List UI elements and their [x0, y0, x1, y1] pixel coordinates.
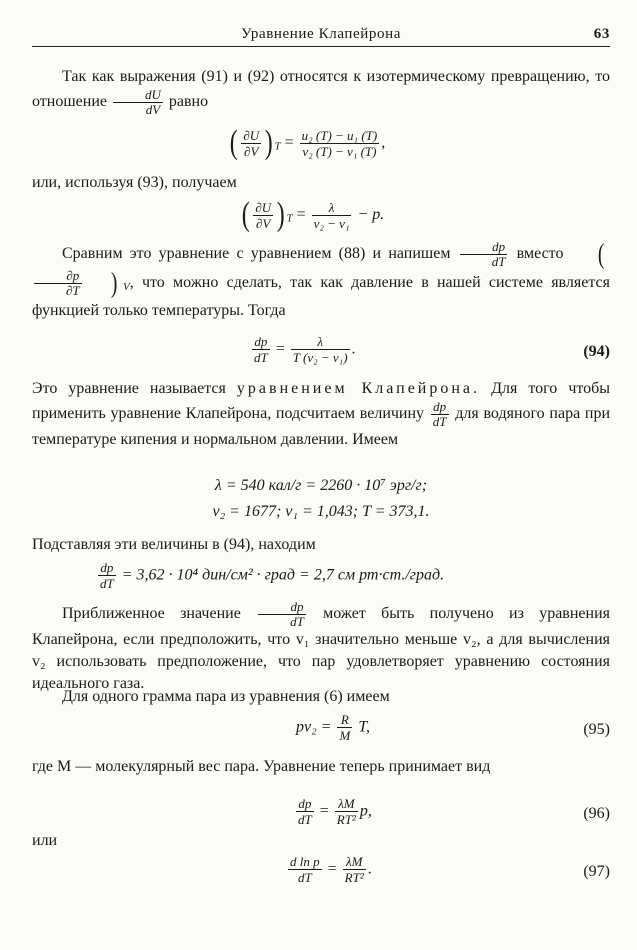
paragraph-1-text-b: равно	[168, 93, 209, 111]
eq1-rhs-fraction: $\frac{\text{u₂ (T) − u₁ (T)}}{\text{v₂ (T) − v₁ (T)}}$	[301, 127, 378, 159]
paragraph-8: где M — молекулярный вес пара. Уравнение теперь принимает вид	[32, 758, 491, 775]
running-header	[32, 24, 610, 47]
eq7-lhs-fraction: $\frac{dp}{dT}$	[298, 796, 312, 827]
paragraph-2: или, используя (93), получаем	[32, 174, 237, 191]
eq5-lhs-fraction: $\frac{dp}{dT}$	[100, 560, 114, 591]
term-clapeyron-equation: уравнением Клапейрона.	[236, 380, 481, 397]
equation-94: $\frac{dp}{dT}$ = $\frac{\lambda}{\text{T (v₂ − v₁)}}$ . (94)	[254, 334, 610, 365]
eq3-rhs-fraction: $\frac{\lambda}{\text{T (v₂ − v₁)}}$	[292, 334, 348, 365]
equation-number-96: (96)	[583, 805, 610, 822]
equation-95: pv₂ = $\frac{R}{M}$ T, (95)	[296, 712, 610, 743]
values-line-2: v₂ = 1677; v₁ = 1,043; T = 373,1.	[212, 503, 430, 520]
eq7-rhs-fraction: $\frac{\lambda M}{\text{RT²}}$	[336, 796, 356, 827]
paragraph-1-text-a: Так как выражения (91) и (92) относятся к изотермическому превращению, то отношение	[32, 68, 610, 111]
paragraph-3: Сравним это уравнение с уравнением (88) и напишем $\frac{dp}{dT}$ вместо ( $\frac{\partial p}{\partial T}$ ) $_V$, что можно сделать, так как давление в нашей системе является функцией только температуры. Тогда	[32, 238, 610, 320]
paragraph-5: Подставляя эти величины в (94), находим	[32, 536, 316, 553]
paragraph-9: или	[32, 832, 58, 849]
paragraph-7: Для одного грамма пара из уравнения (6) имеем	[62, 688, 390, 705]
equation-values	[32, 476, 610, 526]
fraction-dp-dT: $\frac{dp}{dT}$	[460, 240, 508, 269]
equation-96: $\frac{dp}{dT}$ = $\frac{\lambda M}{\text{RT²}}$ p, (96)	[298, 796, 610, 827]
eq8-lhs-fraction: $\frac{\text{d ln p}}{dT}$	[290, 854, 320, 885]
equation-97: $\frac{\text{d ln p}}{dT}$ = $\frac{\lambda M}{\text{RT²}}$ . (97)	[290, 854, 610, 885]
equation-number-97: (97)	[583, 863, 610, 880]
values-line-1: λ = 540 кал/г = 2260 · 10⁷ эрг/г;	[214, 477, 428, 494]
equation-result: $\frac{dp}{dT}$ = 3,62 · 10⁴ дин/см² · град = 2,7 см рт·ст./град.	[100, 560, 445, 591]
equation-2: ( $\frac{\partial U}{\partial V}$ ) $_T$ = $\frac{\lambda}{\text{v₂ − v₁}}$ − p.	[241, 196, 385, 233]
eq8-rhs-fraction: $\frac{\lambda M}{\text{RT²}}$	[344, 854, 364, 885]
eq2-lhs-fraction: $\frac{\partial U}{\partial V}$	[255, 199, 272, 231]
equation-number-94: (94)	[583, 343, 610, 360]
fraction-partial-p-T: $\frac{\partial p}{\partial T}$	[34, 269, 82, 298]
eq3-lhs-fraction: $\frac{dp}{dT}$	[254, 334, 268, 365]
eq6-fraction: $\frac{R}{M}$	[339, 712, 351, 743]
fraction-dp-dT-2: $\frac{dp}{dT}$	[432, 399, 447, 429]
equation-1: ( $\frac{\partial U}{\partial V}$ ) $_T$ = $\frac{\text{u₂ (T) − u₁ (T)}}{\text{v₂ (T) − v₁ (T)}}$ ,	[229, 124, 386, 161]
fraction-dU-dV: $\frac{dU}{dV}$	[113, 88, 163, 117]
running-title: Уравнение Клапейрона	[240, 26, 402, 42]
page-number: 63	[593, 26, 610, 42]
eq2-rhs-fraction: $\frac{\lambda}{\text{v₂ − v₁}}$	[313, 199, 350, 231]
fraction-dp-dT-3: $\frac{dp}{dT}$	[258, 600, 306, 629]
equation-number-95: (95)	[583, 721, 610, 738]
eq1-lhs-fraction: $\frac{\partial U}{\partial V}$	[243, 127, 260, 159]
paragraph-6: Приближенное значение $\frac{dp}{dT}$ может быть получено из уравнения Клапейрона, если предположить, что v₁ значительно меньше v₂, а для вычисления v₂ использовать предположение, что пар удовлетворяет уравнению состояния идеального газа.	[32, 599, 610, 692]
paragraph-1	[32, 66, 610, 117]
paragraph-4: Это уравнение называется уравнением Клапейрона. Для того чтобы применить уравнение Клапейрона, подсчитаем величину $\frac{dp}{dT}$ для водяного пара при температуре кипения и нормальном давлении. Имеем	[32, 380, 611, 448]
